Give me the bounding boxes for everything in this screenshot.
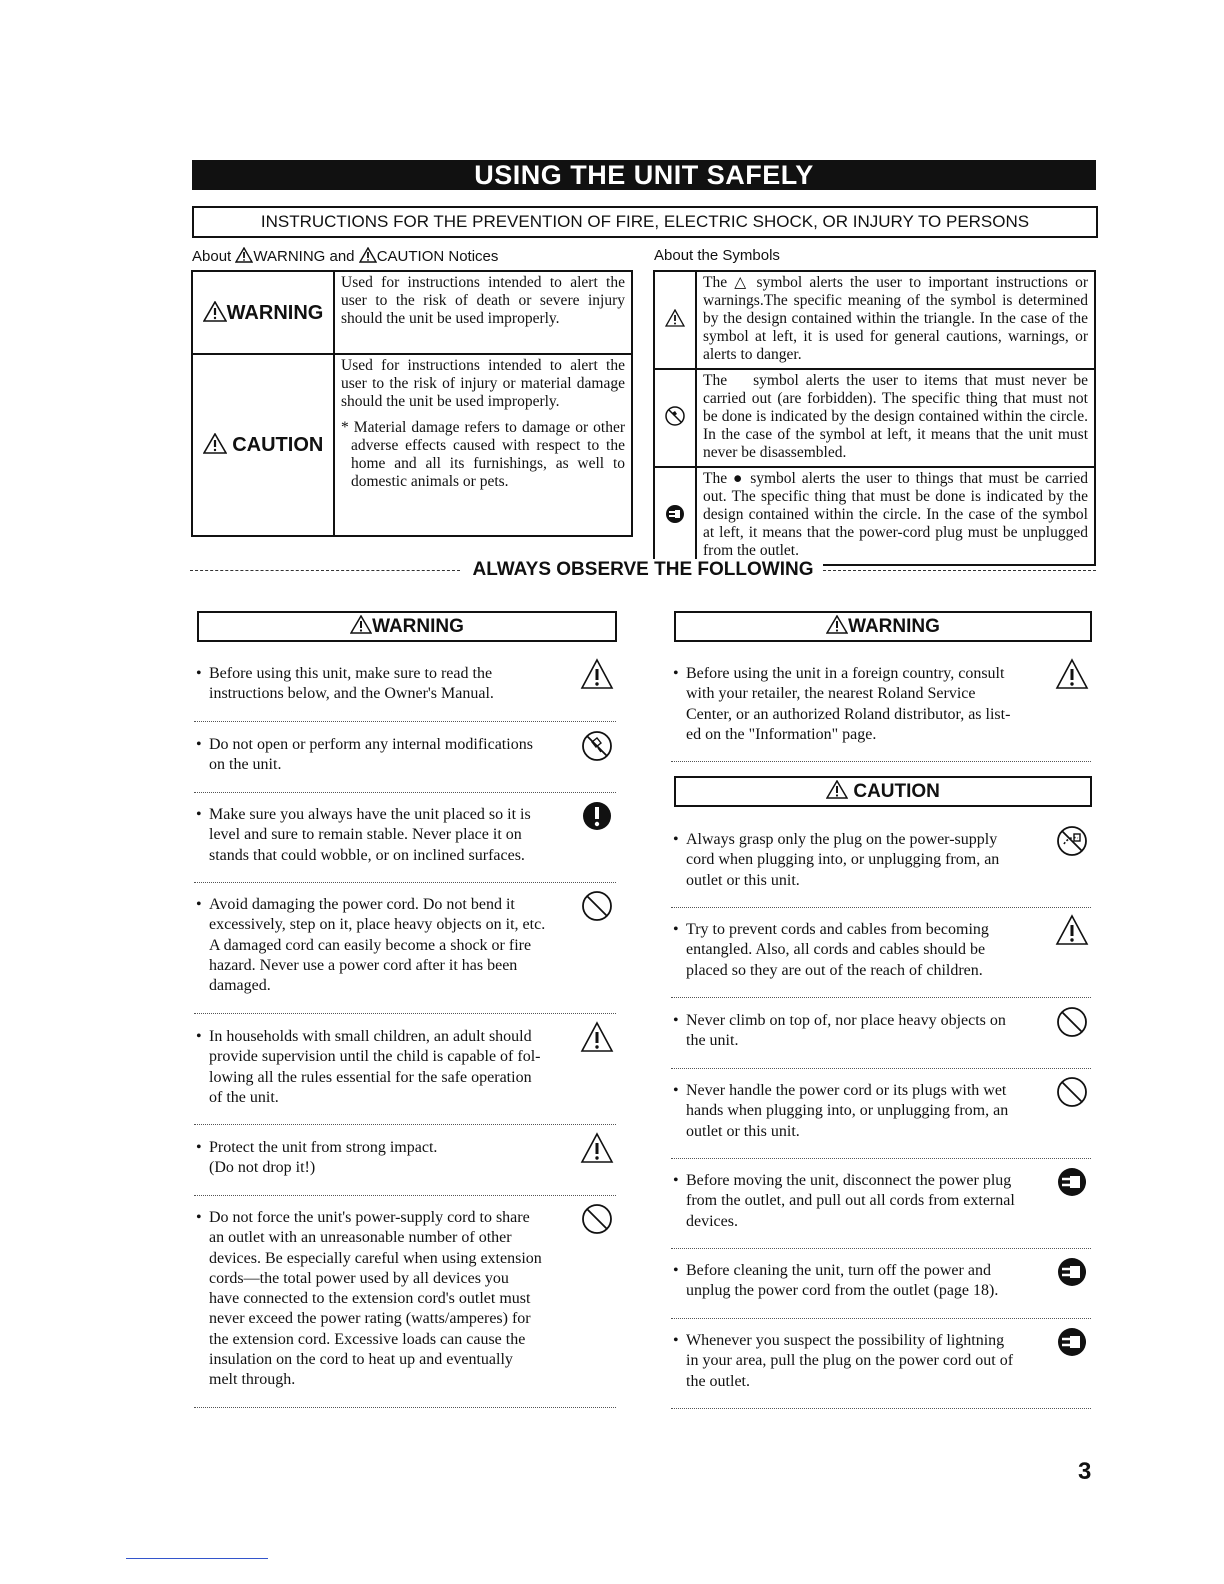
safety-item-line: entangled. Also, all cords and cables should be <box>686 941 986 959</box>
triangle-alert-icon <box>359 247 377 263</box>
bullet: • <box>673 1262 679 1279</box>
safety-item <box>673 1331 1091 1392</box>
safety-item-line: In households with small children, an adult should <box>209 1028 532 1045</box>
safety-item-line: hazard. Never use a power cord after it has been <box>209 956 518 974</box>
safety-item-line: instructions below, and the Owner's Manual. <box>209 685 494 703</box>
prohibited-icon <box>580 889 614 923</box>
caution-note: * Material damage refers to damage or other adverse effects caused with respect to the home and all its furnishings, as well to domestic animals or pets. <box>341 419 625 490</box>
no-disassemble-icon <box>664 405 686 427</box>
bullet: • <box>673 1172 679 1189</box>
safety-item-line: Make sure you always have the unit placed so it is <box>209 806 531 823</box>
safety-item-line: Before moving the unit, disconnect the power plug <box>686 1172 1012 1189</box>
symbol-icon-cell <box>654 467 696 565</box>
notices-table <box>191 270 633 537</box>
unplug-icon <box>1055 1325 1089 1359</box>
safety-item-text <box>209 1027 576 1108</box>
safety-item-line: placed so they are out of the reach of children. <box>686 961 983 979</box>
triangle-alert-icon <box>826 780 848 799</box>
safety-item-text <box>209 805 576 866</box>
safety-item <box>196 805 616 866</box>
symbol-description: The △ symbol alerts the user to important instructions or warnings.The specific meaning of the symbol is determined by the design contained within the triangle. In the case of the symbol at left, it is used for general cautions, warnings, or alerts to danger. <box>696 271 1095 369</box>
item-separator <box>194 882 616 883</box>
bullet: • <box>196 736 202 753</box>
safety-item <box>196 895 616 997</box>
triangle-alert-icon <box>580 658 614 692</box>
safety-item <box>196 735 616 776</box>
about-symbols-label: About the Symbols <box>654 247 780 264</box>
safety-item-line: provide supervision until the child is capable of fol- <box>209 1048 541 1066</box>
safety-item <box>673 1261 1091 1302</box>
safety-item-line: an outlet with an unreasonable number of other <box>209 1229 512 1247</box>
safety-item-line: Do not open or perform any internal modifications <box>209 736 533 753</box>
caution-description: Used for instructions intended to alert the user to the risk of injury or material damage should the unit be used improperly. * Material damage refers to damage or other adverse effects caused with respect to the home and all its furnishings, as well to domestic animals or pets. <box>334 354 632 536</box>
safety-item-line: the outlet. <box>686 1372 750 1390</box>
safety-item-line: melt through. <box>209 1371 296 1389</box>
triangle-alert-icon <box>665 309 685 327</box>
safety-item-line: Protect the unit from strong impact. <box>209 1139 438 1156</box>
safety-item-line: (Do not drop it!) <box>209 1159 316 1177</box>
safety-item-line: A damaged cord can easily become a shock or fire <box>209 936 532 954</box>
page-number: 3 <box>1078 1458 1092 1485</box>
symbols-table <box>653 270 1096 566</box>
item-separator <box>194 792 616 793</box>
safety-item <box>673 1011 1091 1052</box>
item-separator <box>194 1124 616 1125</box>
right-caution-header: CAUTION <box>674 776 1092 807</box>
safety-item-line: ed on the "Information" page. <box>686 725 877 743</box>
bullet: • <box>673 665 679 682</box>
safety-item-line: insulation on the cord to heat up and eventually <box>209 1351 513 1369</box>
mandatory-icon <box>580 799 614 833</box>
item-separator <box>194 1407 616 1408</box>
safety-item-line: level and sure to remain stable. Never place it on <box>209 826 522 844</box>
item-separator <box>671 1318 1091 1319</box>
prohibited-icon <box>1055 1005 1089 1039</box>
safety-item <box>673 920 1091 981</box>
footer-rule <box>126 1558 268 1559</box>
safety-item <box>673 1081 1091 1142</box>
safety-item-line: on the unit. <box>209 756 282 774</box>
unplug-icon <box>1055 1165 1089 1199</box>
left-warning-header: WARNING <box>197 611 617 642</box>
safety-item-line: cords—the total power used by all devices you <box>209 1269 509 1287</box>
safety-item-text <box>686 830 1051 891</box>
bullet: • <box>196 1028 202 1045</box>
safety-item-text <box>686 1081 1051 1142</box>
safety-item-line: devices. Be especially careful when using extension <box>209 1249 542 1267</box>
item-separator <box>671 1068 1091 1069</box>
triangle-alert-icon <box>580 1132 614 1166</box>
safety-item-line: with your retailer, the nearest Roland Service <box>686 685 976 703</box>
safety-item-line: Whenever you suspect the possibility of lightning <box>686 1332 1005 1349</box>
safety-item-text <box>686 1171 1051 1232</box>
safety-item-line: Center, or an authorized Roland distributor, as list- <box>686 705 1011 723</box>
bullet: • <box>196 806 202 823</box>
triangle-alert-icon <box>1055 658 1089 692</box>
safety-item-text <box>686 920 1051 981</box>
item-separator <box>194 721 616 722</box>
page-title: USING THE UNIT SAFELY <box>192 160 1096 190</box>
safety-item-text <box>209 735 576 776</box>
safety-item-line: devices. <box>686 1212 738 1230</box>
safety-item-line: never exceed the power rating (watts/amperes) for <box>209 1310 531 1328</box>
symbol-description: The ⃠ symbol alerts the user to items that must never be carried out (are forbidden). The specific thing that must not be done is indicated by the design contained within the circle. In the case of the symbol at left, it means that the unit must never be disassembled. <box>696 369 1095 467</box>
safety-item-line: Always grasp only the plug on the power-supply <box>686 831 998 848</box>
caution-label-cell <box>192 354 334 536</box>
safety-item <box>673 1171 1091 1232</box>
unplug-icon <box>1055 1255 1089 1289</box>
safety-item-line: unplug the power cord from the outlet (page 18). <box>686 1282 999 1300</box>
safety-item-text <box>209 1208 576 1391</box>
safety-item <box>196 1027 616 1108</box>
symbol-icon-cell <box>654 271 696 369</box>
item-separator <box>671 907 1091 908</box>
bullet: • <box>673 1332 679 1349</box>
caution-label: CAUTION <box>232 434 324 456</box>
triangle-alert-icon <box>203 301 227 322</box>
safety-item-line: the extension cord. Excessive loads can cause the <box>209 1330 526 1348</box>
safety-item-line: excessively, step on it, place heavy objects on it, etc. <box>209 916 546 934</box>
safety-item-line: damaged. <box>209 977 271 995</box>
safety-item-text <box>209 664 576 705</box>
prohibited-icon <box>1055 1075 1089 1109</box>
item-separator <box>671 1158 1091 1159</box>
about-notices-label: About WARNING and CAUTION Notices <box>192 248 499 265</box>
safety-item-line: Never handle the power cord or its plugs with wet <box>686 1082 1007 1099</box>
safety-item-text <box>209 1138 576 1179</box>
bullet: • <box>196 1139 202 1156</box>
safety-item <box>196 1138 616 1179</box>
safety-item-line: Before cleaning the unit, turn off the power and <box>686 1262 991 1279</box>
always-observe-divider <box>190 558 1096 582</box>
item-separator <box>671 761 1091 762</box>
safety-item-text <box>686 1261 1051 1302</box>
item-separator <box>194 1195 616 1196</box>
bullet: • <box>196 896 202 913</box>
safety-item <box>673 664 1091 745</box>
safety-item-text <box>686 664 1051 745</box>
safety-item-line: outlet or this unit. <box>686 871 800 889</box>
safety-item <box>196 1208 616 1391</box>
symbol-description: The ● symbol alerts the user to things that must be carried out. The specific thing that must be done is indicated by the design contained within the circle. In the case of the symbol at left, it means that the power-cord plug must be unplugged from the outlet. <box>696 467 1095 565</box>
safety-item-line: Before using the unit in a foreign country, consult <box>686 665 1005 682</box>
safety-item-line: cord when plugging into, or unplugging from, an <box>686 851 1000 869</box>
symbol-icon-cell <box>654 369 696 467</box>
safety-item-line: from the outlet, and pull out all cords from external <box>686 1192 1015 1210</box>
safety-item-line: Before using this unit, make sure to read the <box>209 665 493 682</box>
always-observe-heading: ALWAYS OBSERVE THE FOLLOWING <box>463 559 824 580</box>
safety-item-line: Try to prevent cords and cables from becoming <box>686 921 989 938</box>
safety-item-line: the unit. <box>686 1032 739 1050</box>
item-separator <box>194 1013 616 1014</box>
triangle-alert-icon <box>203 433 227 454</box>
bullet: • <box>196 1209 202 1226</box>
right-warning-header: WARNING <box>674 611 1092 642</box>
bullet: • <box>673 921 679 938</box>
safety-item-line: lowing all the rules essential for the safe operation <box>209 1068 532 1086</box>
bullet: • <box>673 1082 679 1099</box>
safety-item-line: stands that could wobble, or on inclined surfaces. <box>209 846 525 864</box>
triangle-alert-icon <box>826 615 848 634</box>
bullet: • <box>673 831 679 848</box>
safety-item-text <box>209 895 576 996</box>
triangle-alert-icon <box>235 247 253 263</box>
triangle-alert-icon <box>350 615 372 634</box>
safety-item-line: Do not force the unit's power-supply cord to share <box>209 1209 530 1226</box>
safety-item <box>673 830 1091 891</box>
safety-item-line: of the unit. <box>209 1088 279 1106</box>
item-separator <box>671 997 1091 998</box>
unplug-icon <box>664 503 686 525</box>
no-disassemble-icon <box>580 729 614 763</box>
safety-item-text <box>686 1011 1051 1052</box>
safety-item-line: hands when plugging into, or unplugging from, an <box>686 1102 1009 1120</box>
safety-item <box>196 664 616 705</box>
safety-item-line: Avoid damaging the power cord. Do not bend it <box>209 896 515 913</box>
item-separator <box>671 1248 1091 1249</box>
safety-item-line: outlet or this unit. <box>686 1122 800 1140</box>
triangle-alert-icon <box>580 1021 614 1055</box>
warning-label: WARNING <box>226 301 324 324</box>
triangle-alert-icon <box>1055 914 1089 948</box>
warning-label-cell <box>192 271 334 354</box>
safety-item-line: in your area, pull the plug on the power cord out of <box>686 1352 1014 1370</box>
prohibited-icon <box>580 1202 614 1236</box>
warning-description: Used for instructions intended to alert the user to the risk of death or severe injury should the unit be used improperly. <box>334 271 632 354</box>
bullet: • <box>673 1012 679 1029</box>
safety-item-line: have connected to the extension cord's outlet must <box>209 1290 531 1308</box>
bullet: • <box>196 665 202 682</box>
subtitle-banner: INSTRUCTIONS FOR THE PREVENTION OF FIRE, ELECTRIC SHOCK, OR INJURY TO PERSONS <box>192 206 1098 238</box>
item-separator <box>671 1408 1091 1409</box>
safety-item-line: Never climb on top of, nor place heavy objects on <box>686 1012 1006 1029</box>
safety-item-text <box>686 1331 1051 1392</box>
no-pull-cord-icon <box>1055 824 1089 858</box>
